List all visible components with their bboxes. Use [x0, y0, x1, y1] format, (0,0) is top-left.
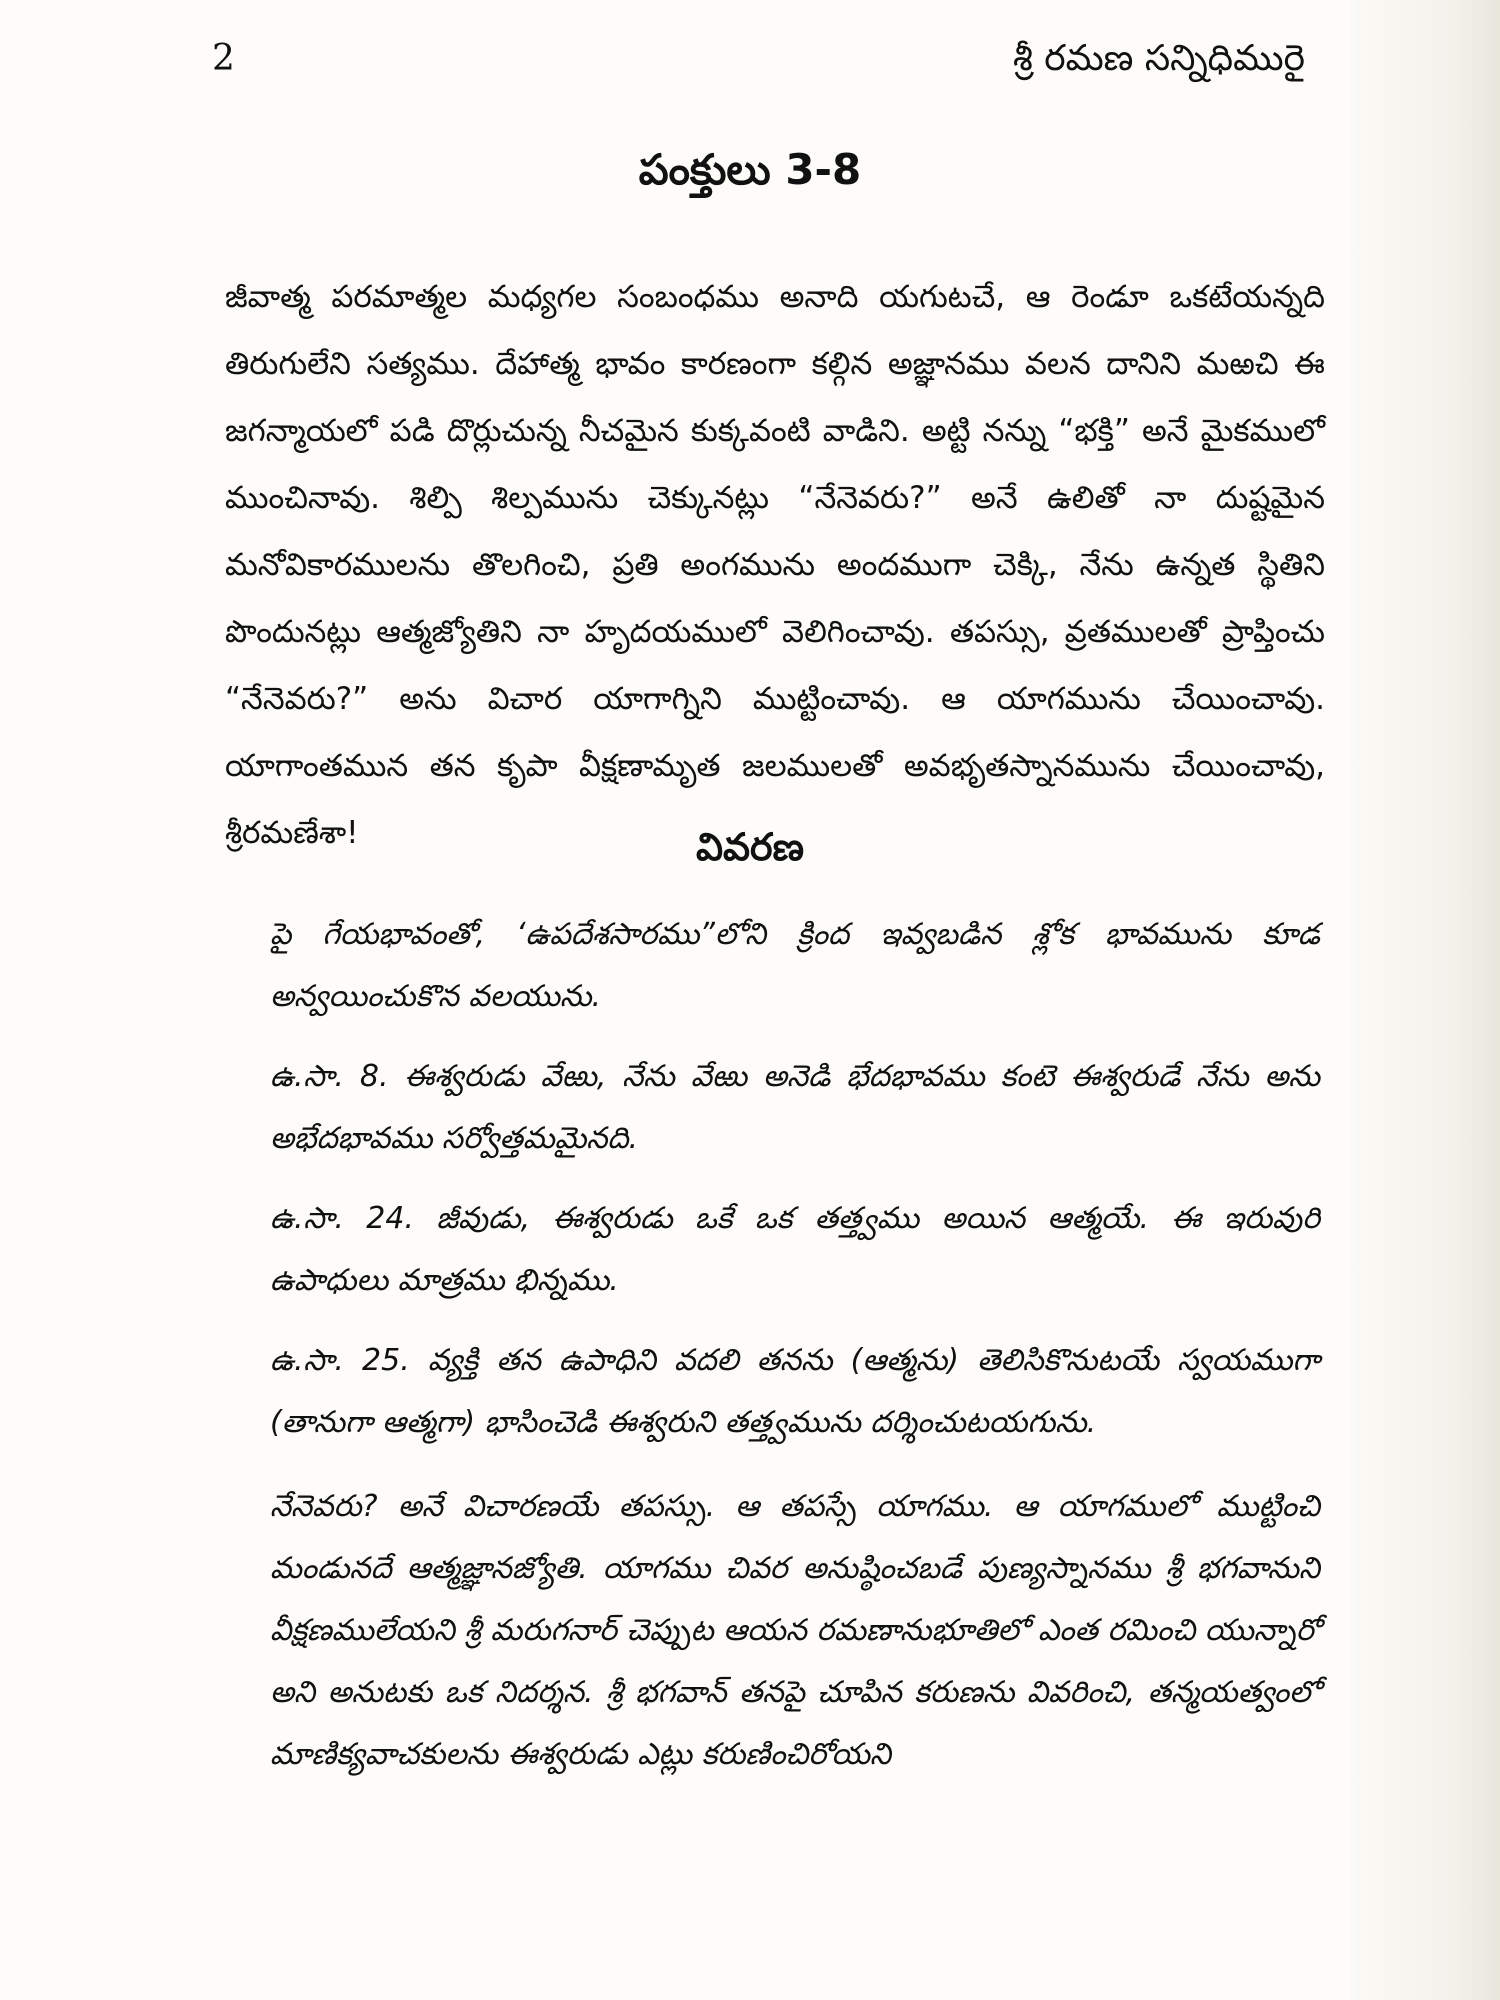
verse-paragraph: జీవాత్మ పరమాత్మల మధ్యగల సంబంధము అనాది యగుటచే, ఆ రెండూ ఒకటేయన్నది తిరుగులేని సత్యము. దేహాత్మ భావం కారణంగా కల్గిన అజ్ఞానము వలన దానిని మఱచి ఈ జగన్మాయలో పడి దొర్లుచున్న నీచమైన కుక్కవంటి వాడిని. అట్టి నన్ను “భక్తి” అనే మైకములో ముంచినావు. శిల్పి శిల్పమును చెక్కునట్లు “నేనెవరు?” అనే ఉలితో నా దుష్టమైన మనోవికారములను తొలగించి, ప్రతి అంగమును అందముగా చెక్కి, నేను ఉన్నత స్థితిని పొందునట్లు ఆత్మజ్యోతిని నా హృదయములో వెలిగించావు. తపస్సు, వ్రతములతో ప్రాప్తించు “నేనెవరు?” అను విచార యాగాగ్నిని ముట్టించావు. ఆ యాగమును చేయించావు. యాగాంతమున తన కృపా వీక్షణామృత జలములతో అవభృతస్నానమును చేయించావు, శ్రీరమణేశా! [225, 279, 1325, 851]
page-header [0, 38, 1500, 98]
note-us-25: ఉ.సా. 25. వ్యక్తి తన ఉపాధిని వదలి తనను (ఆత్మను) తెలిసికొనుటయే స్వయముగా (తానుగా ఆత్మగా) భాసించెడి ఈశ్వరుని తత్త్వమును దర్శించుటయగును. [270, 1343, 1320, 1440]
note-closing: నేనెవరు? అనే విచారణయే తపస్సు. ఆ తపస్సే యాగము. ఆ యాగములో ముట్టించి మండునదే ఆత్మజ్ఞానజ్యోతి. యాగము చివర అనుష్ఠించబడే పుణ్యస్నానము శ్రీ భగవానుని వీక్షణములేయని శ్రీ మరుగనార్ చెప్పుట ఆయన రమణానుభూతిలో ఎంత రమించి యున్నారో అని అనుటకు ఒక నిదర్శన. శ్రీ భగవాన్ తనపై చూపిన కరుణను వివరించి, తన్మయత్వంలో మాణిక్యవాచకులను ఈశ్వరుడు ఎట్లు కరుణించిరోయని [270, 1489, 1320, 1772]
running-title: శ్రీ రమణ సన్నిధిమురై [1013, 38, 1305, 79]
page-edge-shadow [1350, 0, 1500, 2000]
note-us-8: ఉ.సా. 8. ఈశ్వరుడు వేఱు, నేను వేఱు అనెడి భేదభావము కంటె ఈశ్వరుడే నేను అను అభేదభావము సర్వోత్తమమైనది. [270, 1059, 1320, 1156]
note-intro: పై గేయభావంతో, ‘ఉపదేశసారము”లోని క్రింద ఇవ్వబడిన శ్లోక భావమును కూడ అన్వయించుకొన వలయును. [270, 917, 1320, 1014]
section-title-explanation: వివరణ [696, 825, 804, 869]
page-number: 2 [212, 38, 235, 79]
explanation-notes [270, 904, 1320, 1804]
note-us-24: ఉ.సా. 24. జీవుడు, ఈశ్వరుడు ఒకే ఒక తత్త్వము అయిన ఆత్మయే. ఈ ఇరువురి ఉపాధులు మాత్రము భిన్నము. [270, 1201, 1320, 1298]
section-title-verses: పంక్తులు 3-8 [638, 145, 862, 194]
